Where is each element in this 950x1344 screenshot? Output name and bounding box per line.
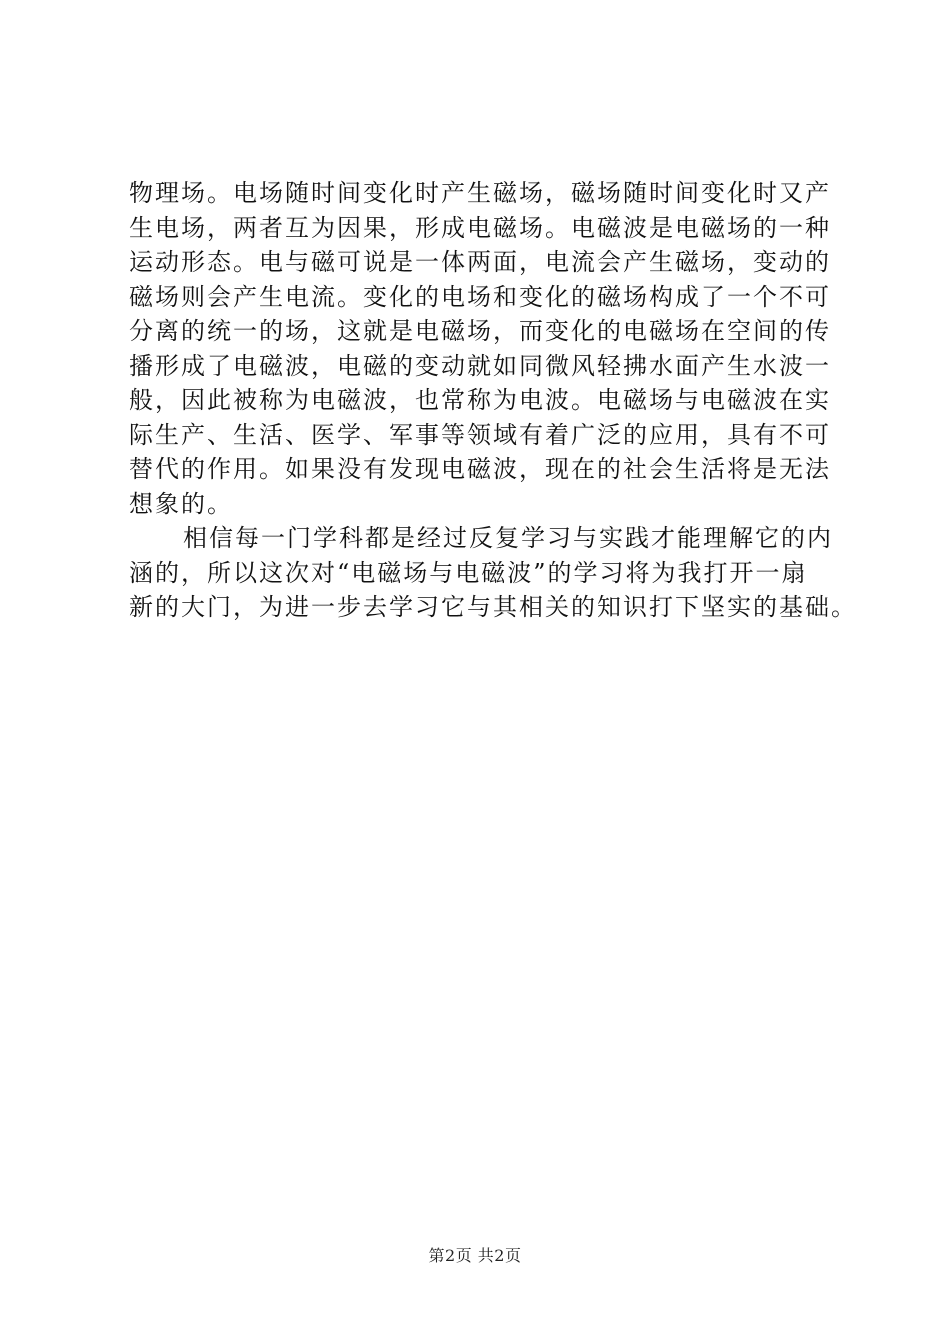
text-line: 新的大门，为进一步去学习它与其相关的知识打下坚实的基础。 [129, 593, 857, 621]
text-line: 运动形态。电与磁可说是一体两面，电流会产生磁场，变动的 [129, 248, 831, 276]
text-line: 物理场。电场随时间变化时产生磁场，磁场随时间变化时又产 [129, 179, 831, 207]
text-line: 涵的，所以这次对“电磁场与电磁波”的学习将为我打开一扇 [129, 558, 808, 587]
paragraph-start-line: 相信每一门学科都是经过反复学习与实践才能理解它的内 [183, 524, 833, 552]
body-text [129, 176, 857, 625]
text-line: 磁场则会产生电流。变化的电场和变化的磁场构成了一个不可 [129, 282, 831, 311]
text-line: 替代的作用。如果没有发现电磁波，现在的社会生活将是无法 [129, 455, 831, 483]
text-line: 想象的。 [129, 489, 233, 518]
text-line: 生电场，两者互为因果，形成电磁场。电磁波是电磁场的一种 [129, 213, 831, 242]
text-line: 般，因此被称为电磁波，也常称为电波。电磁场与电磁波在实 [129, 386, 831, 414]
text-line: 分离的统一的场，这就是电磁场，而变化的电磁场在空间的传 [129, 317, 831, 345]
text-line: 播形成了电磁波，电磁的变动就如同微风轻拂水面产生水波一 [129, 351, 831, 380]
text-line: 际生产、生活、医学、军事等领域有着广泛的应用，具有不可 [129, 420, 831, 449]
page-number-footer: 第2页 共2页 [428, 1246, 522, 1265]
